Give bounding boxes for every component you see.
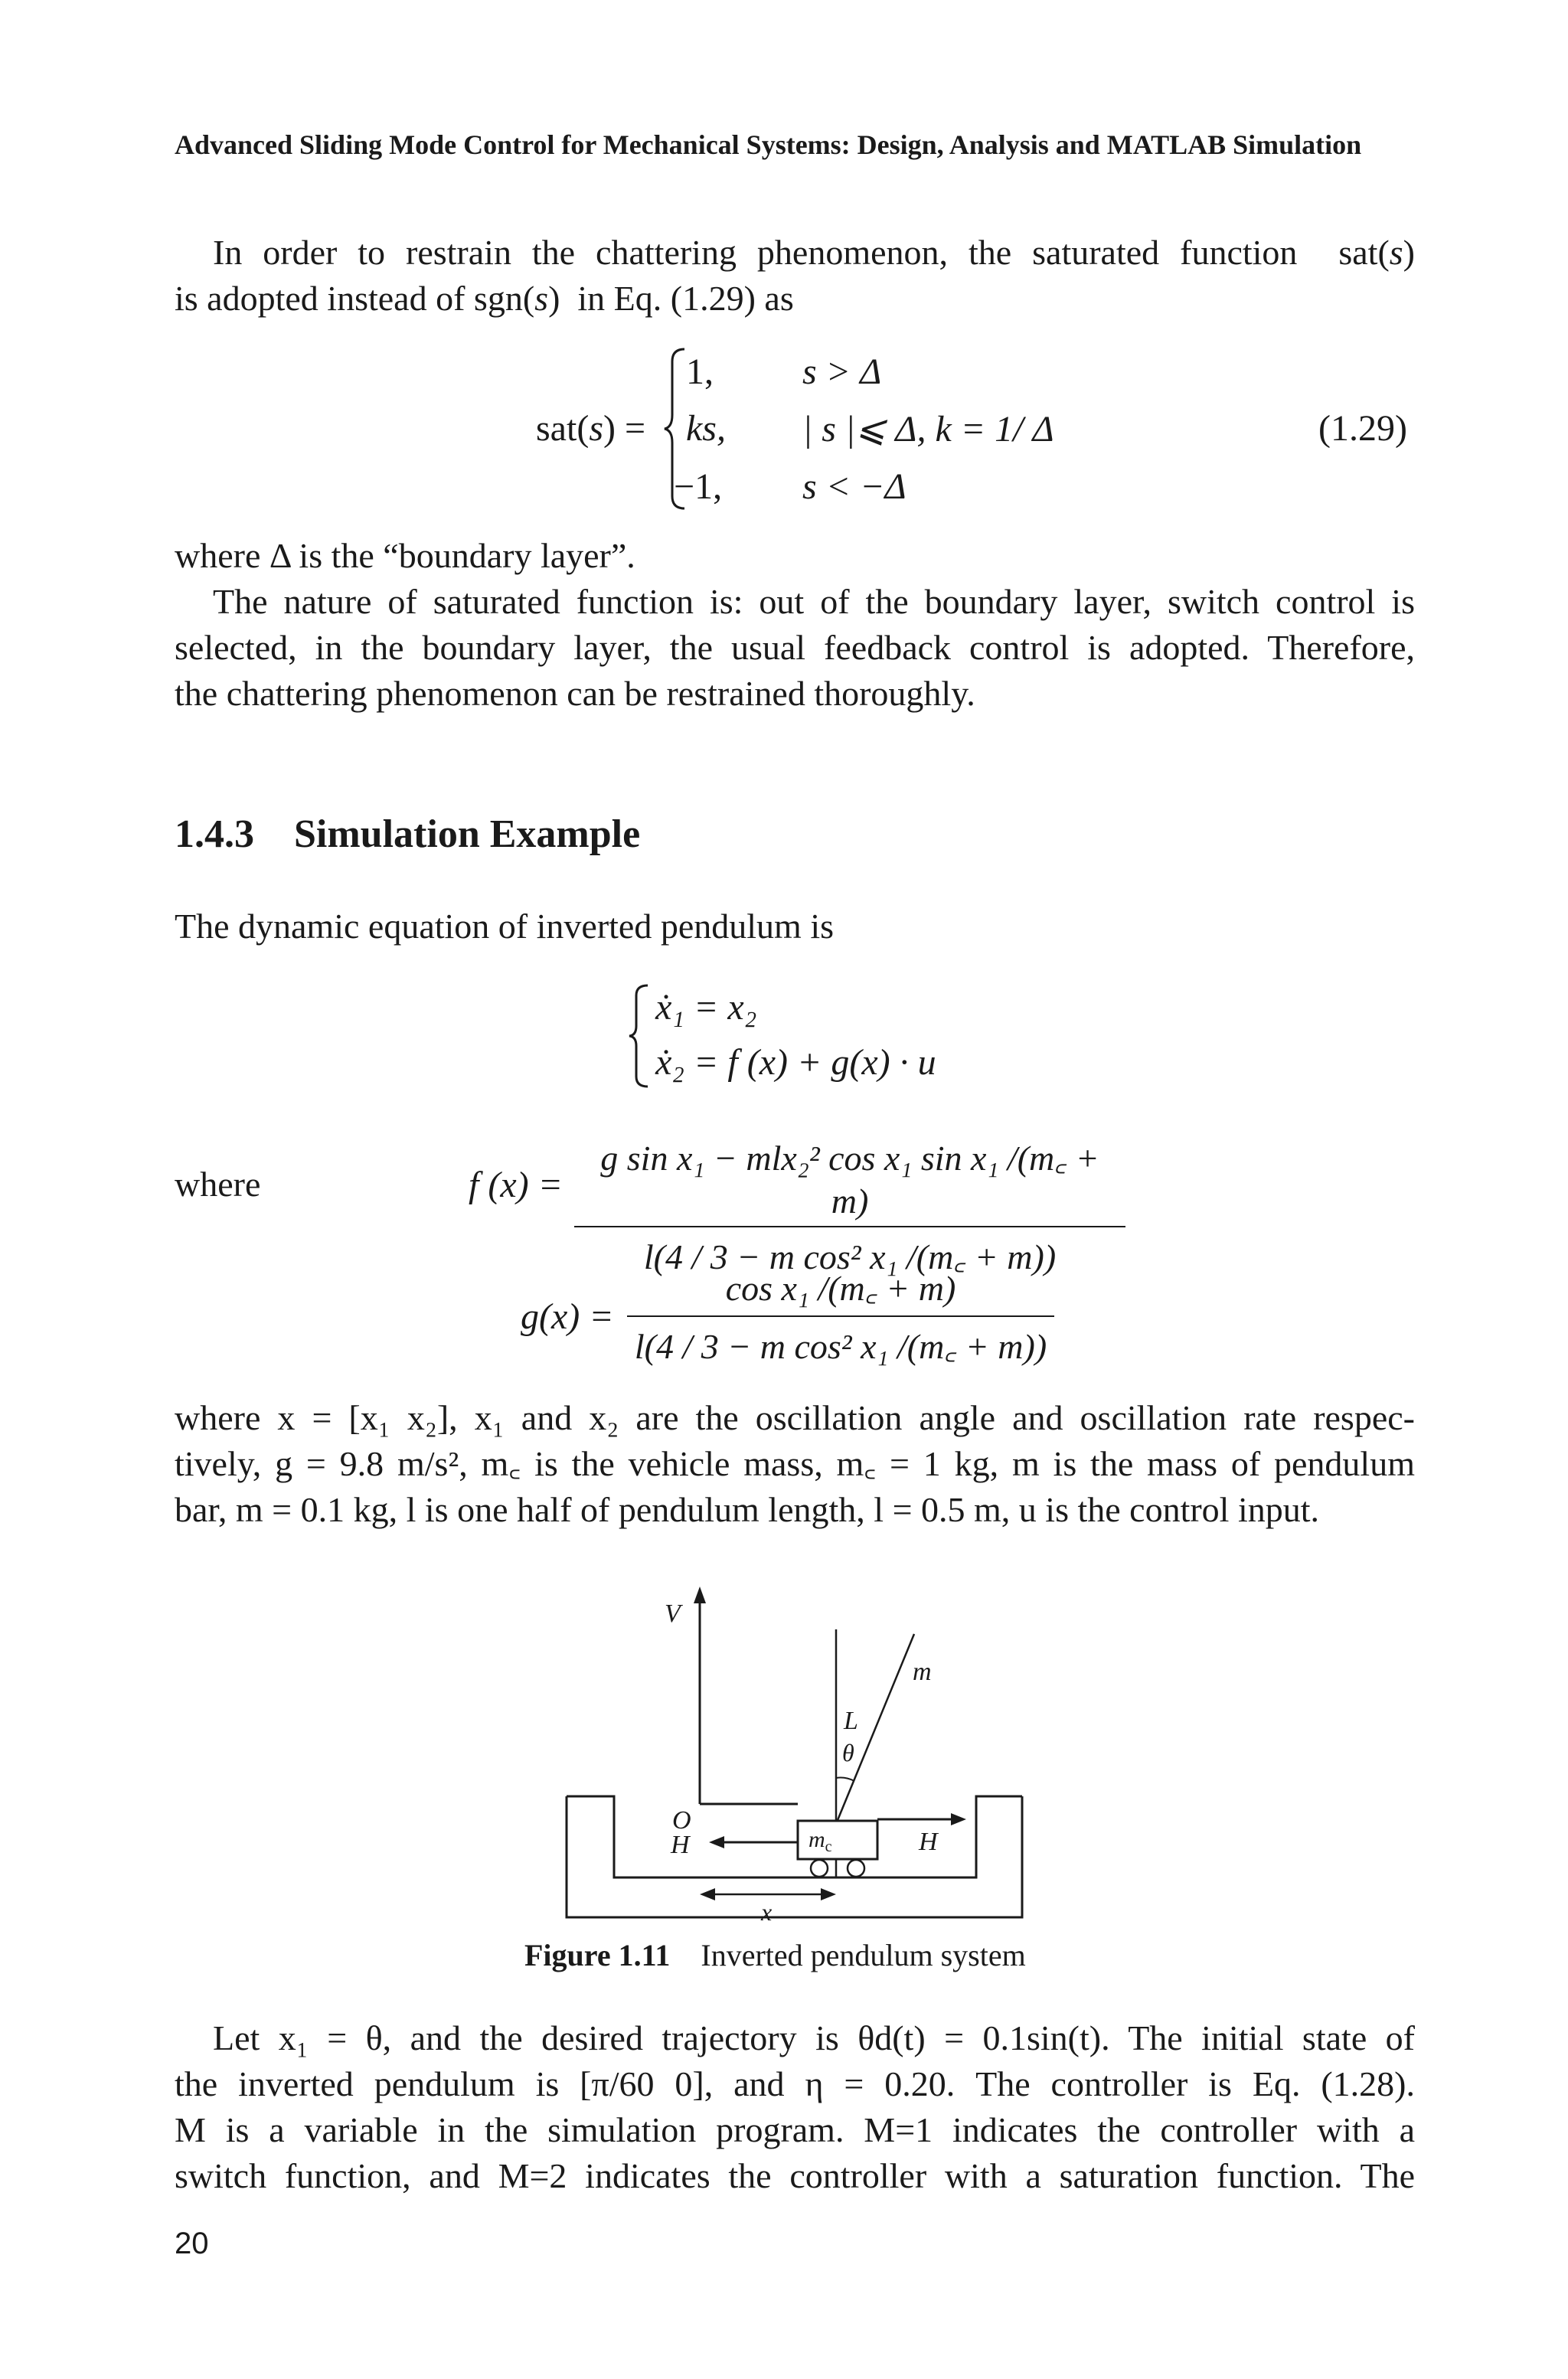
running-header: Advanced Sliding Mode Control for Mechanical Systems: Design, Analysis and MATLAB Simulation — [175, 129, 1362, 160]
eq-case3-val: −1, — [674, 466, 723, 507]
paragraph-variables — [175, 1395, 1415, 1533]
para5-line2: the inverted pendulum is [π/60 0], and η = 0.20. The controller is Eq. (1.28). — [175, 2064, 1415, 2103]
where-delta-line: where Δ is the “boundary layer”. — [175, 536, 635, 575]
label-theta: θ — [842, 1739, 854, 1766]
figure-caption — [524, 1937, 1026, 1973]
para1-line1: In order to restrain the chattering phenomenon, the saturated function — [213, 233, 1298, 272]
eq-lhs: sat(s) = — [536, 408, 646, 449]
section-title: Simulation Example — [294, 812, 641, 856]
caption-text: Inverted pendulum system — [701, 1938, 1026, 1972]
fx-numerator: g sin x₁ − mlx₂² cos x₁ sin x₁ /(m꜀ + m) — [574, 1133, 1125, 1227]
label-h-left: H — [671, 1831, 690, 1859]
paragraph-simulation — [175, 2015, 1415, 2199]
label-h-right: H — [919, 1828, 938, 1856]
inverted-pendulum-figure — [559, 1585, 1034, 1937]
gx-fraction — [626, 1263, 1055, 1369]
label-l: L — [844, 1707, 858, 1735]
label-m: m — [913, 1658, 932, 1686]
para2-line3: the chattering phenomenon can be restrained thoroughly. — [175, 674, 975, 713]
fx-denominator: l(4 / 3 − m cos² x₁ /(m꜀ + m)) — [643, 1237, 1057, 1276]
section-heading — [175, 812, 640, 857]
eq-case3-cond: s < −Δ — [802, 466, 906, 507]
para4-line3: bar, m = 0.1 kg, l is one half of pendulum length, l = 0.5 m, u is the control input. — [175, 1490, 1320, 1529]
caption-number: Figure 1.11 — [524, 1938, 671, 1972]
para4-line1: where x = [x₁ x₂], x₁ and x₂ are the oscillation angle and oscillation rate respec- — [175, 1398, 1415, 1437]
label-o: O — [672, 1806, 691, 1835]
para2-line2: selected, in the boundary layer, the usual feedback control is adopted. Therefore, — [175, 628, 1415, 667]
para5-line4: switch function, and M=2 indicates the controller with a saturation function. The — [175, 2156, 1415, 2195]
para5-line3: M is a variable in the simulation program. M=1 indicates the controller with a — [175, 2110, 1415, 2149]
section-number: 1.4.3 — [175, 812, 254, 856]
label-v: V — [665, 1600, 681, 1628]
para1-line2a: is adopted instead of — [175, 279, 466, 318]
label-mc: $m_c$ — [808, 1827, 832, 1855]
fx-lhs: f (x) = — [469, 1165, 563, 1205]
gx-numerator: cos x₁ /(m꜀ + m) — [627, 1263, 1054, 1317]
para2-line1: The nature of saturated function is: out of the boundary layer, switch control is — [213, 582, 1415, 621]
eq-case2-cond: | s |⩽ Δ, k = 1/ Δ — [802, 409, 1054, 449]
paragraph-dynamic — [175, 904, 1415, 949]
gx-denominator: l(4 / 3 − m cos² x₁ /(m꜀ + m)) — [634, 1327, 1047, 1366]
system-eq1: ẋ₁ = x₂ — [655, 987, 757, 1028]
para3-text: The dynamic equation of inverted pendulum is — [175, 907, 834, 946]
system-brace — [626, 982, 652, 1090]
paragraph-intro: In order to restrain the chattering phenomenon, the saturated function sat(s) is adopted instead of sgn(s) in Eq. (1.29) as — [175, 233, 1415, 318]
system-eq2: ẋ₂ = f (x) + g(x) · u — [655, 1042, 936, 1083]
eq-number: (1.29) — [1318, 408, 1407, 449]
eq-case2-val: ks, — [686, 408, 726, 449]
para4-line2: tively, g = 9.8 m/s², m꜀ is the vehicle mass, m꜀ = 1 kg, m is the mass of pendulum — [175, 1444, 1415, 1483]
gx-lhs: g(x) = — [521, 1296, 614, 1337]
fx-fraction — [574, 1133, 1125, 1279]
page-number: 20 — [175, 2227, 209, 2260]
paragraph-boundary — [175, 533, 1415, 717]
eq-case1-cond: s > Δ — [802, 351, 882, 392]
para1-line2b: in Eq. (1.29) as — [577, 279, 794, 318]
para5-line1: Let x₁ = θ, and the desired trajectory is θd(t) = 0.1sin(t). The initial state of — [213, 2018, 1415, 2057]
label-x: x — [761, 1898, 773, 1926]
where-label: where — [175, 1165, 261, 1204]
eq-case1-val: 1, — [686, 351, 714, 392]
